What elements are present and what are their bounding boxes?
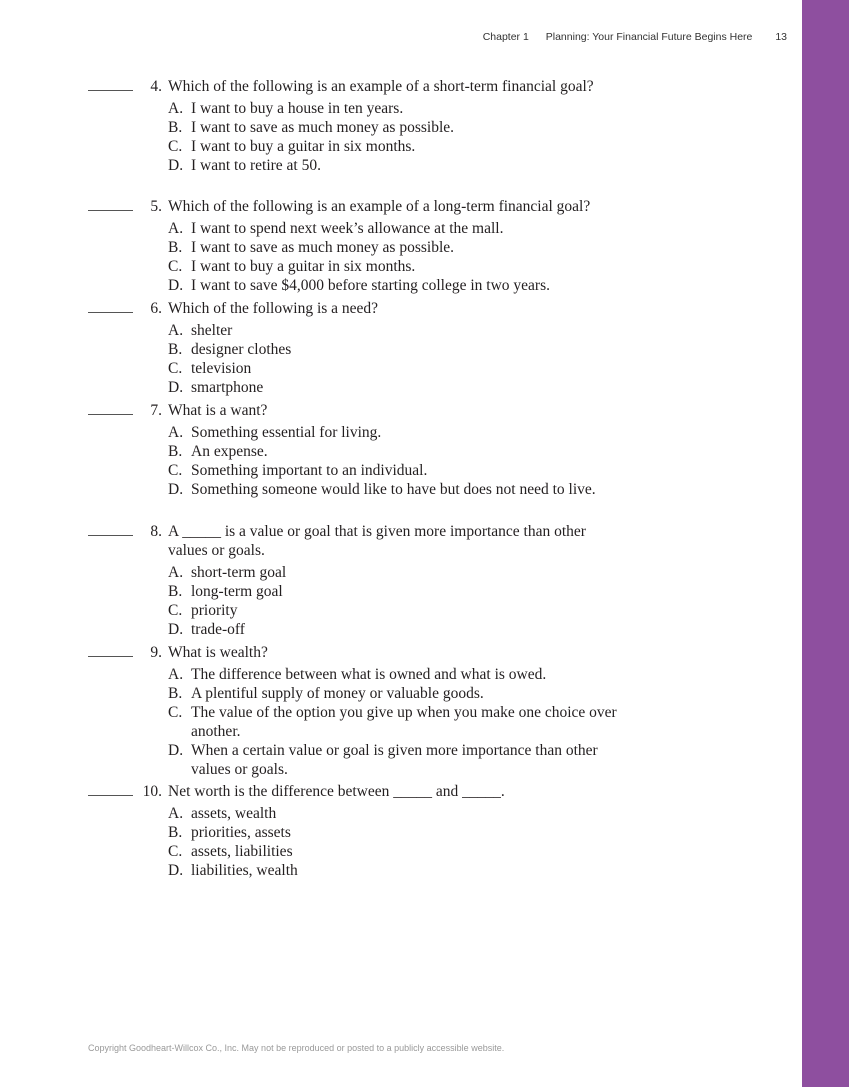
option-text: I want to buy a house in ten years. [191, 100, 404, 117]
option-text: Something essential for living. [191, 424, 382, 441]
option-letter: C. [168, 843, 183, 860]
question-number: 5. [150, 198, 162, 215]
question-number: 8. [150, 523, 162, 540]
answer-option [168, 156, 621, 175]
question-item [0, 197, 800, 295]
question-item [0, 401, 800, 499]
answer-option [168, 340, 621, 359]
answer-option [168, 741, 621, 779]
question-number: 6. [150, 300, 162, 317]
option-letter: C. [168, 138, 183, 155]
option-letter: C. [168, 258, 183, 275]
question-text: Net worth is the difference between _____ and _____. [168, 783, 505, 800]
option-letter: B. [168, 119, 183, 136]
option-letter: D. [168, 862, 184, 879]
question-number: 10. [142, 783, 162, 800]
option-letter: C. [168, 360, 183, 377]
question-item [0, 299, 800, 397]
question-number: 4. [150, 78, 162, 95]
question-text: Which of the following is an example of a short-term financial goal? [168, 78, 594, 95]
chapter-title: Planning: Your Financial Future Begins Here [545, 31, 753, 43]
question-text: Which of the following is a need? [168, 300, 379, 317]
option-text: The difference between what is owned and what is owed. [191, 666, 547, 683]
option-letter: D. [168, 157, 184, 174]
option-text: trade-off [191, 621, 245, 638]
option-letter: C. [168, 462, 183, 479]
answer-option [168, 582, 621, 601]
option-text: Something important to an individual. [191, 462, 428, 479]
option-text: designer clothes [191, 341, 292, 358]
option-text: I want to save as much money as possible. [191, 119, 455, 136]
option-letter: A. [168, 424, 184, 441]
answer-option [168, 442, 621, 461]
answer-option [168, 480, 621, 499]
answer-option [168, 238, 621, 257]
chapter-color-bar [802, 0, 849, 1087]
option-letter: D. [168, 621, 184, 638]
answer-blank[interactable] [88, 656, 133, 657]
option-letter: D. [168, 481, 184, 498]
answer-blank[interactable] [88, 90, 133, 91]
option-letter: A. [168, 220, 184, 237]
answer-option [168, 703, 621, 741]
option-text: I want to spend next week’s allowance at the mall. [191, 220, 504, 237]
option-text: A plentiful supply of money or valuable goods. [191, 685, 484, 702]
option-letter: B. [168, 685, 183, 702]
answer-option [168, 842, 621, 861]
option-text: long-term goal [191, 583, 283, 600]
option-letter: B. [168, 824, 183, 841]
answer-option [168, 804, 621, 823]
option-letter: A. [168, 100, 184, 117]
answer-option [168, 359, 621, 378]
option-letter: B. [168, 583, 183, 600]
question-item [0, 782, 800, 880]
option-letter: C. [168, 704, 183, 721]
answer-blank[interactable] [88, 210, 133, 211]
option-text: I want to buy a guitar in six months. [191, 138, 416, 155]
question-item [0, 522, 800, 639]
page-number: 13 [775, 31, 787, 43]
question-item [0, 643, 800, 779]
option-text: I want to buy a guitar in six months. [191, 258, 416, 275]
option-text: Something someone would like to have but does not need to live. [191, 481, 596, 498]
option-text: priority [191, 602, 238, 619]
question-text: Which of the following is an example of a long-term financial goal? [168, 198, 591, 215]
answer-option [168, 665, 621, 684]
answer-option [168, 321, 621, 340]
question-number: 9. [150, 644, 162, 661]
option-text: assets, liabilities [191, 843, 293, 860]
option-text: assets, wealth [191, 805, 277, 822]
question-item [0, 77, 800, 175]
option-text: liabilities, wealth [191, 862, 298, 879]
option-text: An expense. [191, 443, 268, 460]
answer-option [168, 461, 621, 480]
answer-option [168, 601, 621, 620]
option-text: I want to retire at 50. [191, 157, 321, 174]
answer-option [168, 219, 621, 238]
option-text: shelter [191, 322, 233, 339]
option-letter: A. [168, 805, 184, 822]
question-number: 7. [150, 402, 162, 419]
option-letter: B. [168, 443, 183, 460]
answer-option [168, 684, 621, 703]
option-text: I want to save as much money as possible. [191, 239, 455, 256]
option-text: The value of the option you give up when you make one choice over another. [191, 704, 617, 740]
answer-blank[interactable] [88, 795, 133, 796]
answer-option [168, 861, 621, 880]
answer-blank[interactable] [88, 414, 133, 415]
copyright-footer: Copyright Goodheart-Willcox Co., Inc. May not be reproduced or posted to a publicly accessible website. [88, 1043, 505, 1053]
answer-option [168, 423, 621, 442]
answer-option [168, 563, 621, 582]
answer-option [168, 99, 621, 118]
answer-option [168, 137, 621, 156]
option-letter: A. [168, 666, 184, 683]
running-header [469, 31, 787, 43]
answer-option [168, 118, 621, 137]
answer-blank[interactable] [88, 312, 133, 313]
answer-option [168, 620, 621, 639]
question-text: What is wealth? [168, 644, 268, 661]
option-letter: B. [168, 239, 183, 256]
option-letter: D. [168, 277, 184, 294]
option-text: I want to save $4,000 before starting college in two years. [191, 277, 550, 294]
option-letter: A. [168, 322, 184, 339]
option-text: smartphone [191, 379, 264, 396]
answer-option [168, 257, 621, 276]
option-letter: C. [168, 602, 183, 619]
option-letter: A. [168, 564, 184, 581]
question-text: A _____ is a value or goal that is given more importance than other values or goals. [168, 523, 586, 559]
option-letter: D. [168, 742, 184, 759]
chapter-label: Chapter 1 [482, 31, 529, 43]
answer-option [168, 378, 621, 397]
option-text: When a certain value or goal is given more importance than other values or goals. [191, 742, 598, 778]
option-text: short-term goal [191, 564, 287, 581]
answer-blank[interactable] [88, 535, 133, 536]
option-letter: B. [168, 341, 183, 358]
question-text: What is a want? [168, 402, 268, 419]
option-letter: D. [168, 379, 184, 396]
answer-option [168, 276, 621, 295]
option-text: priorities, assets [191, 824, 291, 841]
answer-option [168, 823, 621, 842]
option-text: television [191, 360, 252, 377]
